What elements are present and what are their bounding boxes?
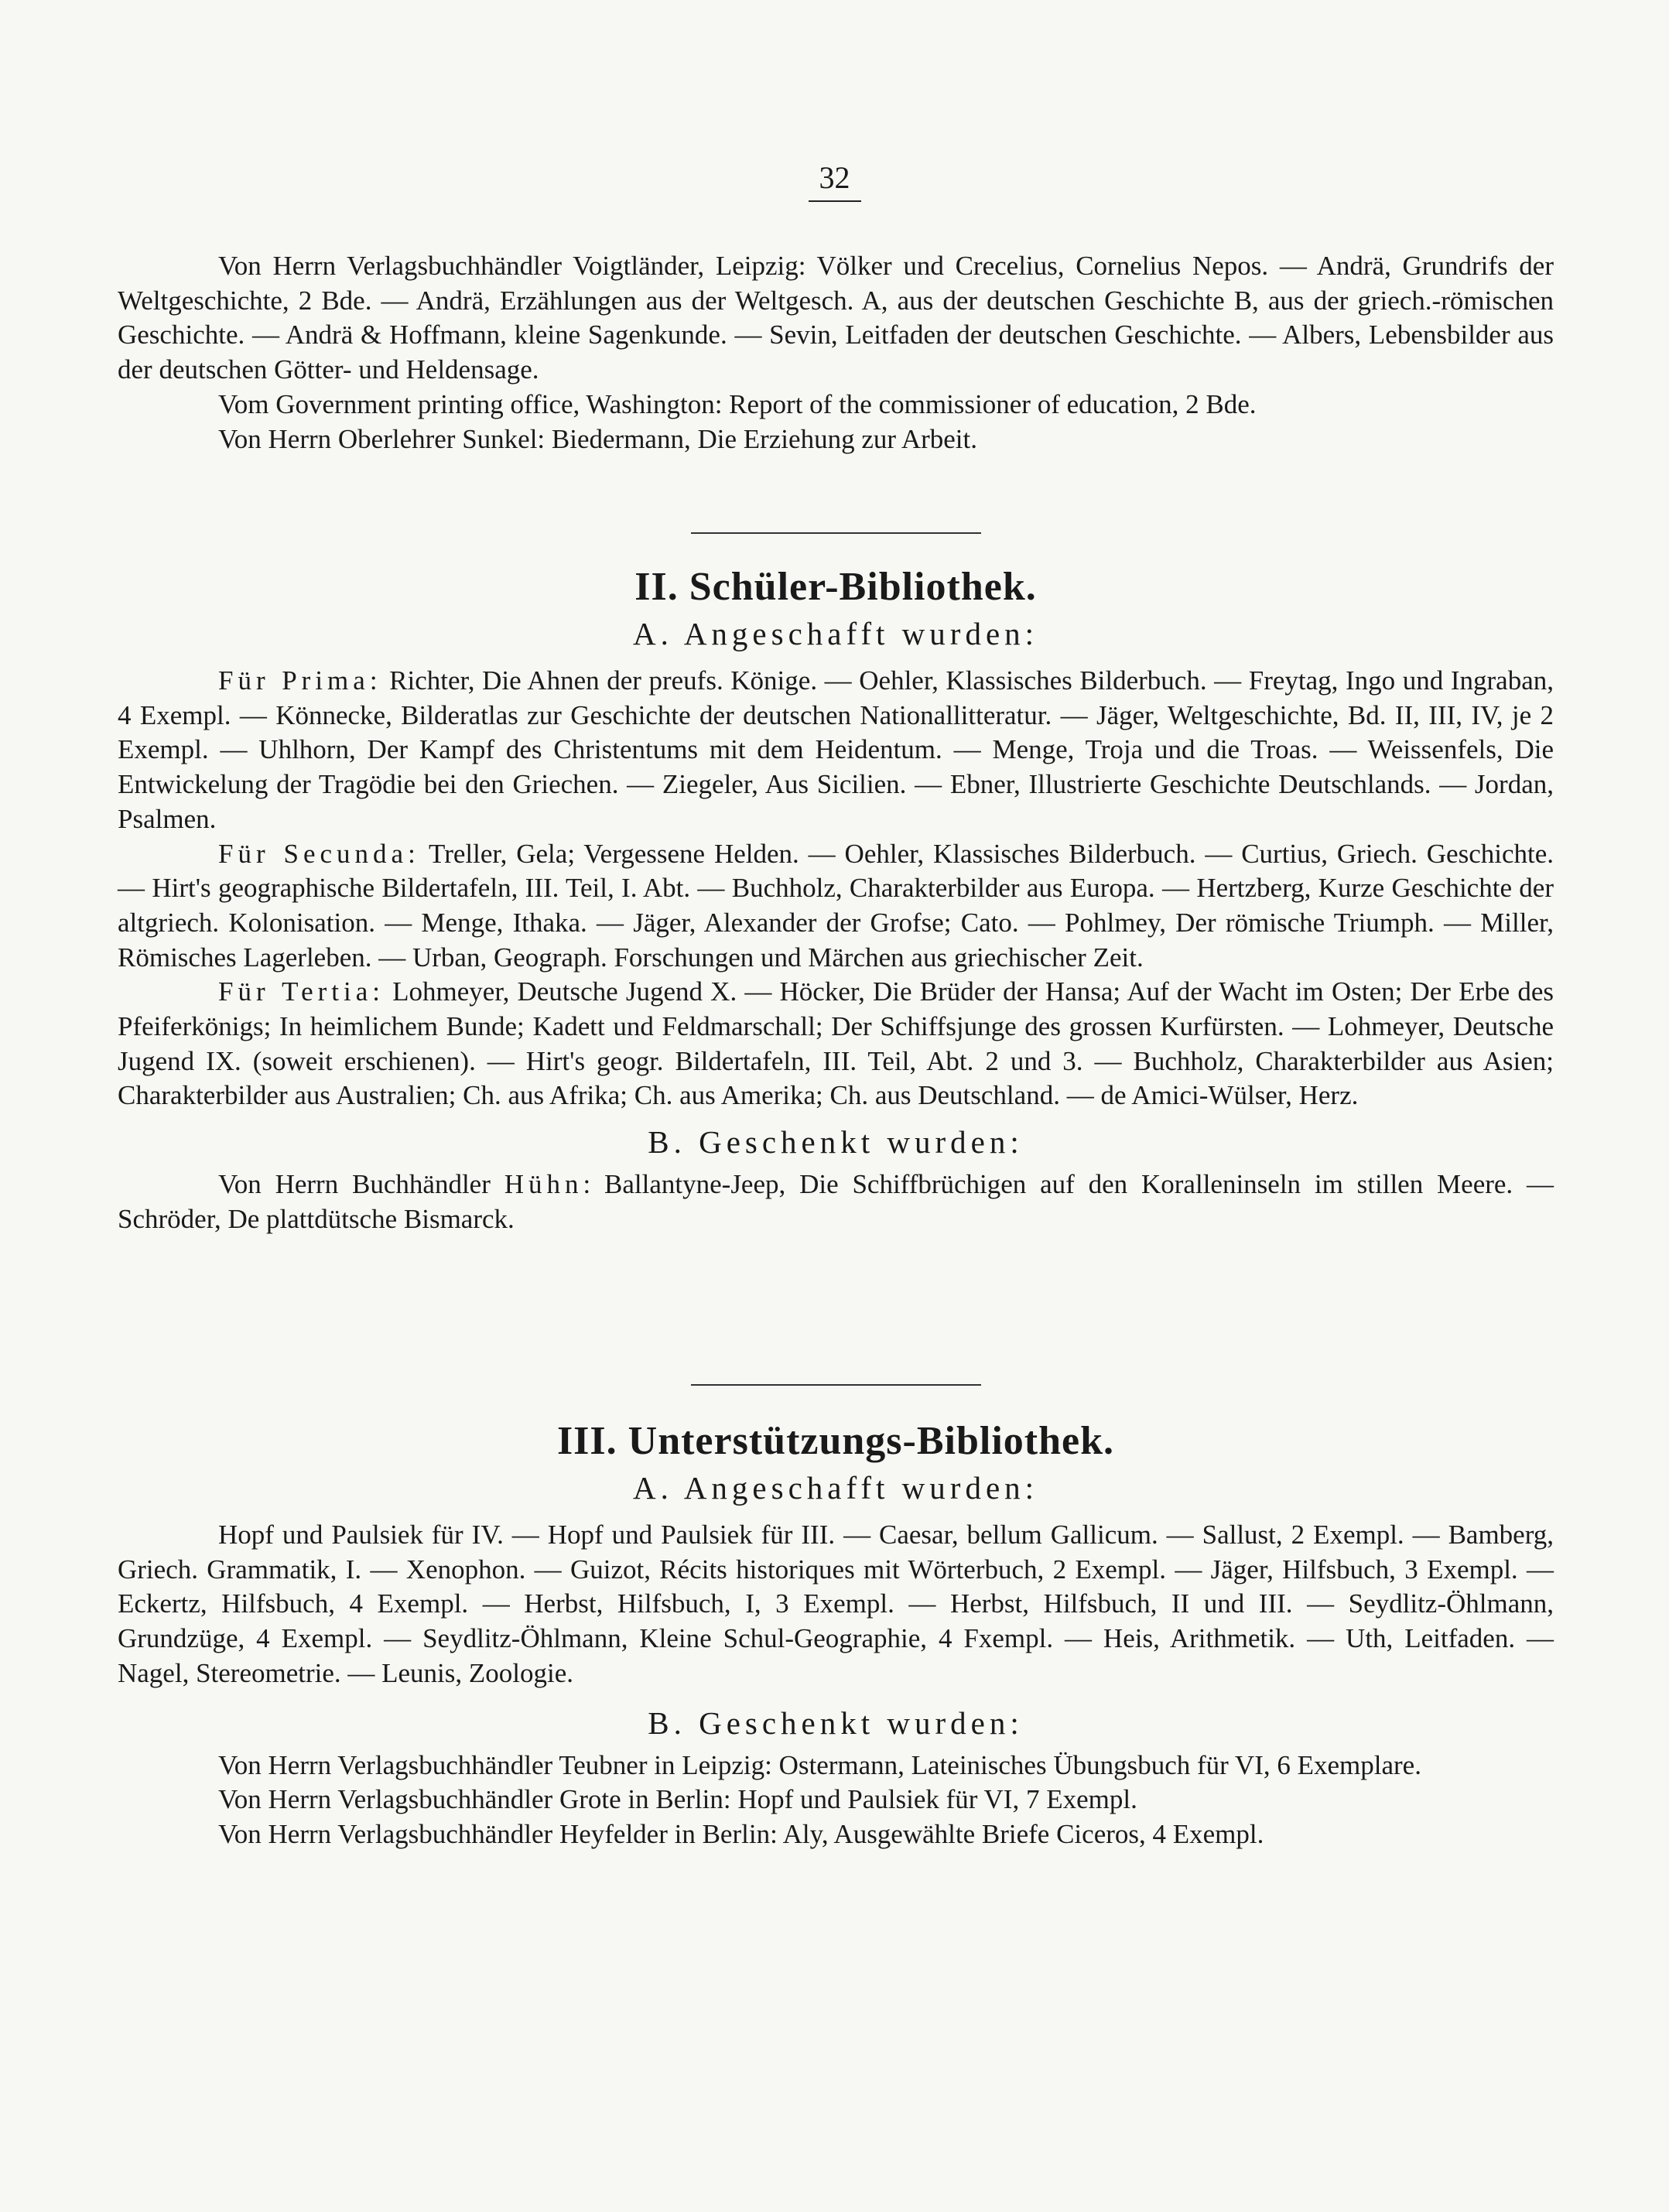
divider-2 [118,1384,1554,1386]
list-tertia: Für Tertia: Lohmeyer, Deutsche Jugend X. — Höcker, Die Brüder der Hansa; Auf der Wacht im Osten; Der Erbe des Pfeiferkönigs; In heimlichem Bunde; Kadett und Feldmarschall; Der Schiffsjunge des grossen Kurfürsten. — Lohmeyer, Deutsche Jugend IX. (soweit erschienen). — Hirt's geogr. Bildertafeln, III. Teil, Abt. 2 und 3. — Buchholz, Charakterbilder aus Asien; Charakterbilder aus Australien; Ch. aus Afrika; Ch. aus Amerika; Ch. aus Deutschland. — de Amici-Wülser, Herz. [118,976,1554,1111]
divider-1 [118,532,1554,534]
label-secunda: Für Secunda: [218,838,420,869]
section-heading: III. Unterstützungs-Bibliothek. [556,1419,1115,1463]
gift-teubner: Von Herrn Verlagsbuchhändler Teubner in Leipzig: Ostermann, Lateinisches Übungsbuch für VI, 6 Exemplare. [218,1749,1421,1780]
donation-sunkel: Von Herrn Oberlehrer Sunkel: Biedermann, Die Erziehung zur Arbeit. [218,423,977,454]
list-prima: Für Prima: Richter, Die Ahnen der preufs. Könige. — Oehler, Klassisches Bilderbuch. — Freytag, Ingo und Ingraban, 4 Exempl. — Könnecke, Bilderatlas zur Geschichte der deutschen Nationallitteratur. — Jäger, Weltgeschichte, Bd. II, III, IV, je 2 Exempl. — Uhlhorn, Der Kampf des Christentums mit dem Heidentum. — Menge, Troja und die Troas. — Weissenfels, Die Entwickelung der Tragödie bei den Griechen. — Ziegeler, Aus Sicilien. — Ebner, Illustrierte Geschichte Deutschlands. — Jordan, Psalmen. [118,665,1554,834]
subheading-geschenkt: B. Geschenkt wurden: [648,1704,1024,1741]
subheading-angeschafft: A. Angeschafft wurden: [632,1470,1039,1506]
donation-government: Vom Government printing office, Washington: Report of the commissioner of education, 2 Bde. [218,388,1257,419]
list-secunda: Für Secunda: Treller, Gela; Vergessene Helden. — Oehler, Klassisches Bilderbuch. — Curtius, Griech. Geschichte. — Hirt's geographische Bildertafeln, III. Teil, I. Abt. — Buchholz, Charakterbilder aus Europa. — Hertzberg, Kurze Geschichte der altgriech. Kolonisation. — Menge, Ithaka. — Jäger, Alexander der Grofse; Cato. — Pohlmey, Der römische Triumph. — Miller, Römisches Lagerleben. — Urban, Geograph. Forschungen und Märchen aus griechischer Zeit. [118,838,1554,973]
label-prima: Für Prima: [218,665,382,696]
gift-grote: Von Herrn Verlagsbuchhändler Grote in Berlin: Hopf und Paulsiek für VI, 7 Exempl. [218,1784,1137,1815]
list-bought: Hopf und Paulsiek für IV. — Hopf und Paulsiek für III. — Caesar, bellum Gallicum. — Sallust, 2 Exempl. — Bamberg, Griech. Grammatik, I. — Xenophon. — Guizot, Récits historiques mit Wörterbuch, 2 Exempl. — Jäger, Hilfsbuch, 3 Exempl. — Eckertz, Hilfsbuch, 4 Exempl. — Herbst, Hilfsbuch, I, 3 Exempl. — Herbst, Hilfsbuch, II und III. — Seydlitz-Öhlmann, Grundzüge, 4 Exempl. — Seydlitz-Öhlmann, Kleine Schul-Geographie, 4 Fxempl. — Heis, Arithmetik. — Uth, Leitfaden. — Nagel, Stereometrie. — Leunis, Zoologie. [118,1520,1554,1688]
section-unterstuetzungs-bibliothek [118,1416,1554,1852]
donations-intro [118,249,1554,456]
page-number: 32 [0,159,1669,202]
gift-huehn: Von Herrn Buchhändler Hühn: Ballantyne-Jeep, Die Schiffbrüchigen auf den Koralleninseln im stillen Meere. — Schröder, De plattdütsche Bismarck. [118,1169,1554,1234]
label-tertia: Für Tertia: [218,976,385,1007]
subheading-geschenkt: B. Geschenkt wurden: [648,1124,1024,1161]
subheading-angeschafft: A. Angeschafft wurden: [632,616,1039,651]
section-heading: II. Schüler-Bibliothek. [634,565,1037,609]
gift-heyfelder: Von Herrn Verlagsbuchhändler Heyfelder in Berlin: Aly, Ausgewählte Briefe Ciceros, 4 Exempl. [218,1818,1264,1849]
donation-voigtlaender: Von Herrn Verlagsbuchhändler Voigtländer, Leipzig: Völker und Crecelius, Cornelius Nepos. — Andrä, Grundrifs der Weltgeschichte, 2 Bde. — Andrä, Erzählungen aus der Weltgesch. A, aus der deutschen Geschichte B, aus der griech.-römischen Geschichte. — Andrä & Hoffmann, kleine Sagenkunde. — Sevin, Leitfaden der deutschen Geschichte. — Albers, Lebensbilder aus der deutschen Götter- und Heldensage. [118,251,1554,385]
section-schueler-bibliothek [118,562,1554,1237]
